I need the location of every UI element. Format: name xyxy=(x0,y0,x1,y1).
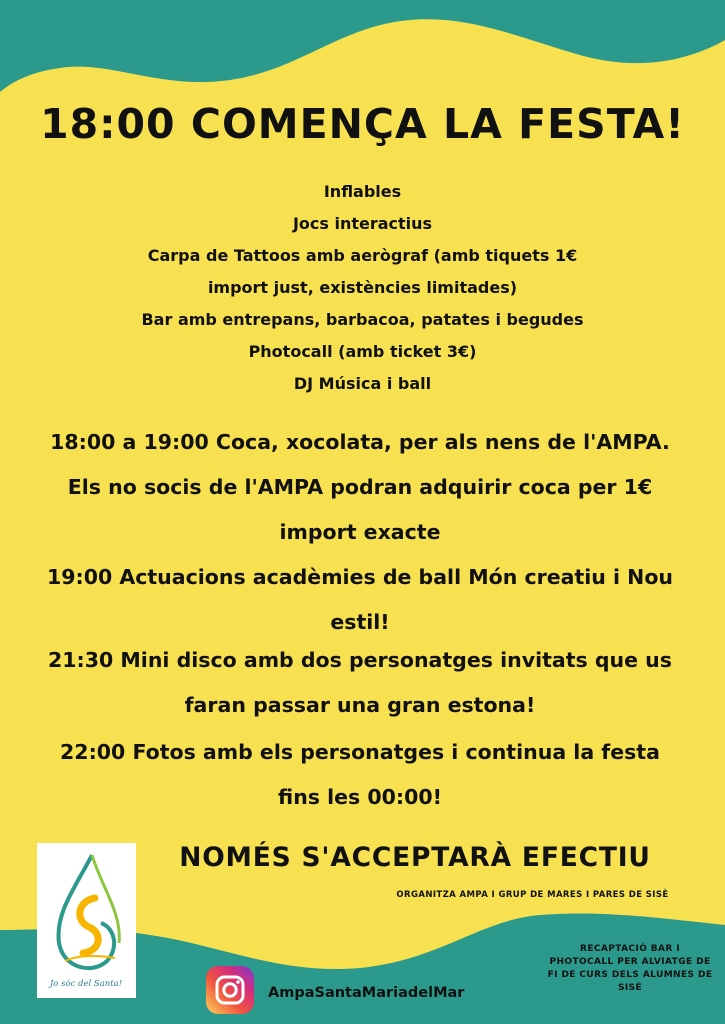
activity-item: Inflables xyxy=(323,182,402,201)
schedule-line: estil! xyxy=(330,610,390,634)
activity-item: DJ Música i ball xyxy=(293,374,432,393)
fundraising-line: PHOTOCALL PER ALVIATGE DE xyxy=(549,957,711,967)
page-title: 18:00 COMENÇA LA FESTA! xyxy=(40,100,685,148)
fundraising-note xyxy=(545,943,715,995)
logo-drop-icon xyxy=(37,843,136,998)
activity-item: import just, existències limitades) xyxy=(207,278,518,297)
schedule-line: Els no socis de l'AMPA podran adquirir coca per 1€ xyxy=(67,475,653,499)
schedule-item-1900 xyxy=(40,555,680,645)
activities-list xyxy=(0,176,725,400)
school-logo xyxy=(37,843,136,998)
organizer-line: ORGANITZA AMPA I GRUP DE MARES I PARES DE SISÈ xyxy=(396,890,669,900)
schedule-line: 22:00 Fotos amb els personatges i continua la festa xyxy=(60,740,660,764)
logo-text: Jo sóc del Santa! xyxy=(49,979,123,989)
activity-item: Photocall (amb ticket 3€) xyxy=(248,342,477,361)
activity-item: Bar amb entrepans, barbacoa, patates i begudes xyxy=(141,310,584,329)
schedule-line: 21:30 Mini disco amb dos personatges invitats que us xyxy=(48,648,672,672)
instagram-handle[interactable]: AmpaSantaMariadelMar xyxy=(268,985,465,1001)
fundraising-line: FI DE CURS DELS ALUMNES DE xyxy=(547,970,713,980)
fundraising-line: SISÈ xyxy=(617,983,643,993)
schedule-line: fins les 00:00! xyxy=(278,785,442,809)
activity-item: Carpa de Tattoos amb aerògraf (amb tiquets 1€ xyxy=(147,246,578,265)
schedule-item-1800 xyxy=(40,420,680,555)
top-wave xyxy=(0,0,725,92)
instagram-icon[interactable] xyxy=(205,965,255,1015)
schedule-line: faran passar una gran estona! xyxy=(184,693,536,717)
schedule-line: 19:00 Actuacions acadèmies de ball Món creatiu i Nou xyxy=(46,565,674,589)
schedule-item-2200 xyxy=(40,730,680,820)
schedule-line: import exacte xyxy=(279,520,441,544)
fundraising-line: RECAPTACIÓ BAR I xyxy=(579,944,681,954)
cash-only-notice: NOMÉS S'ACCEPTARÀ EFECTIU xyxy=(179,842,651,873)
schedule-item-2130 xyxy=(40,638,680,728)
activity-item: Jocs interactius xyxy=(292,214,433,233)
schedule-line: 18:00 a 19:00 Coca, xocolata, per als nens de l'AMPA. xyxy=(50,430,670,454)
